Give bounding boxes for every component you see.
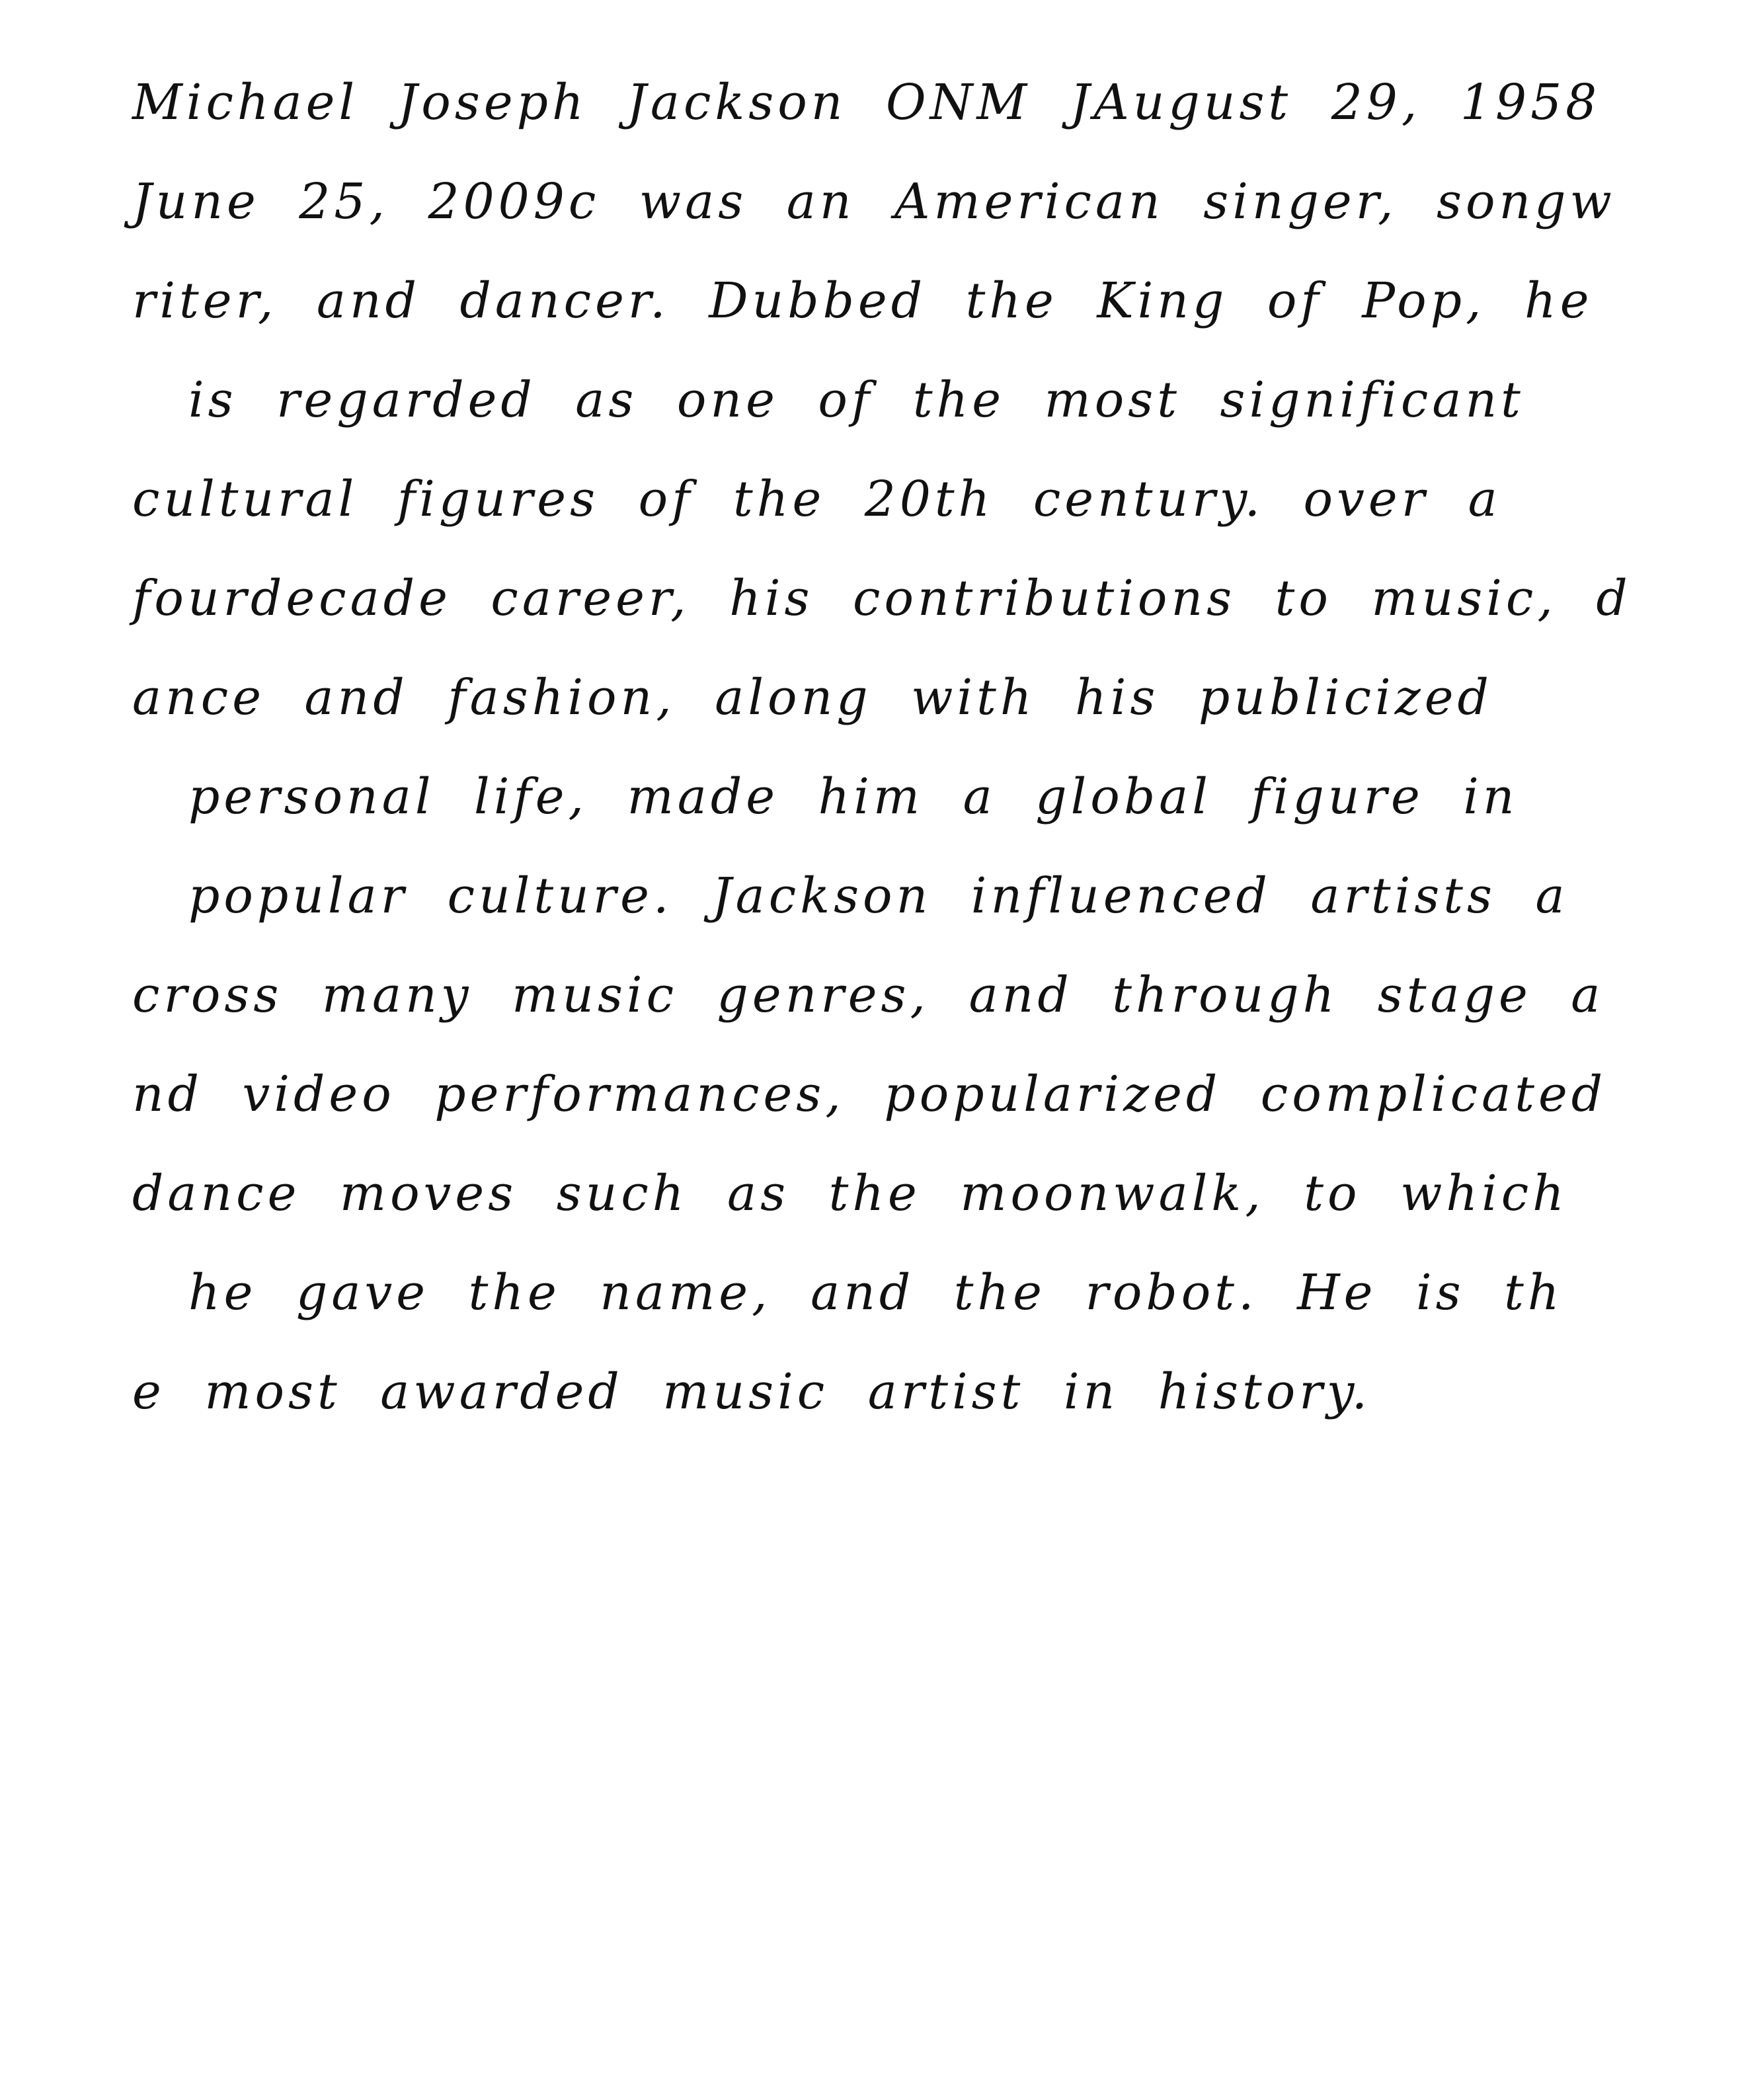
text-line-13: he gave the name, and the robot. He is th	[188, 1264, 1563, 1321]
text-line-6: fourdecade career, his contributions to music, d	[132, 570, 1632, 627]
text-line-5: cultural figures of the 20th century. over a	[132, 471, 1501, 528]
text-line-11: nd video performances, popularized complicated	[132, 1066, 1607, 1123]
text-line-8: personal life, made him a global figure in	[188, 768, 1519, 825]
text-line-10: cross many music genres, and through stage a	[132, 967, 1604, 1024]
text-line-12: dance moves such as the moonwalk, to which	[132, 1165, 1568, 1222]
text-line-4: is regarded as one of the most significant	[188, 372, 1524, 428]
text-line-14: e most awarded music artist in history.	[132, 1363, 1372, 1420]
text-line-2: June 25, 2009c was an American singer, songw	[132, 173, 1616, 230]
text-line-3: riter, and dancer. Dubbed the King of Pop, he	[132, 272, 1593, 329]
text-line-9: popular culture. Jackson influenced artists a	[188, 868, 1569, 924]
text-line-7: ance and fashion, along with his publicized	[132, 669, 1493, 726]
text-line-1: Michael Joseph Jackson ONM JAugust 29, 1958	[132, 74, 1601, 131]
